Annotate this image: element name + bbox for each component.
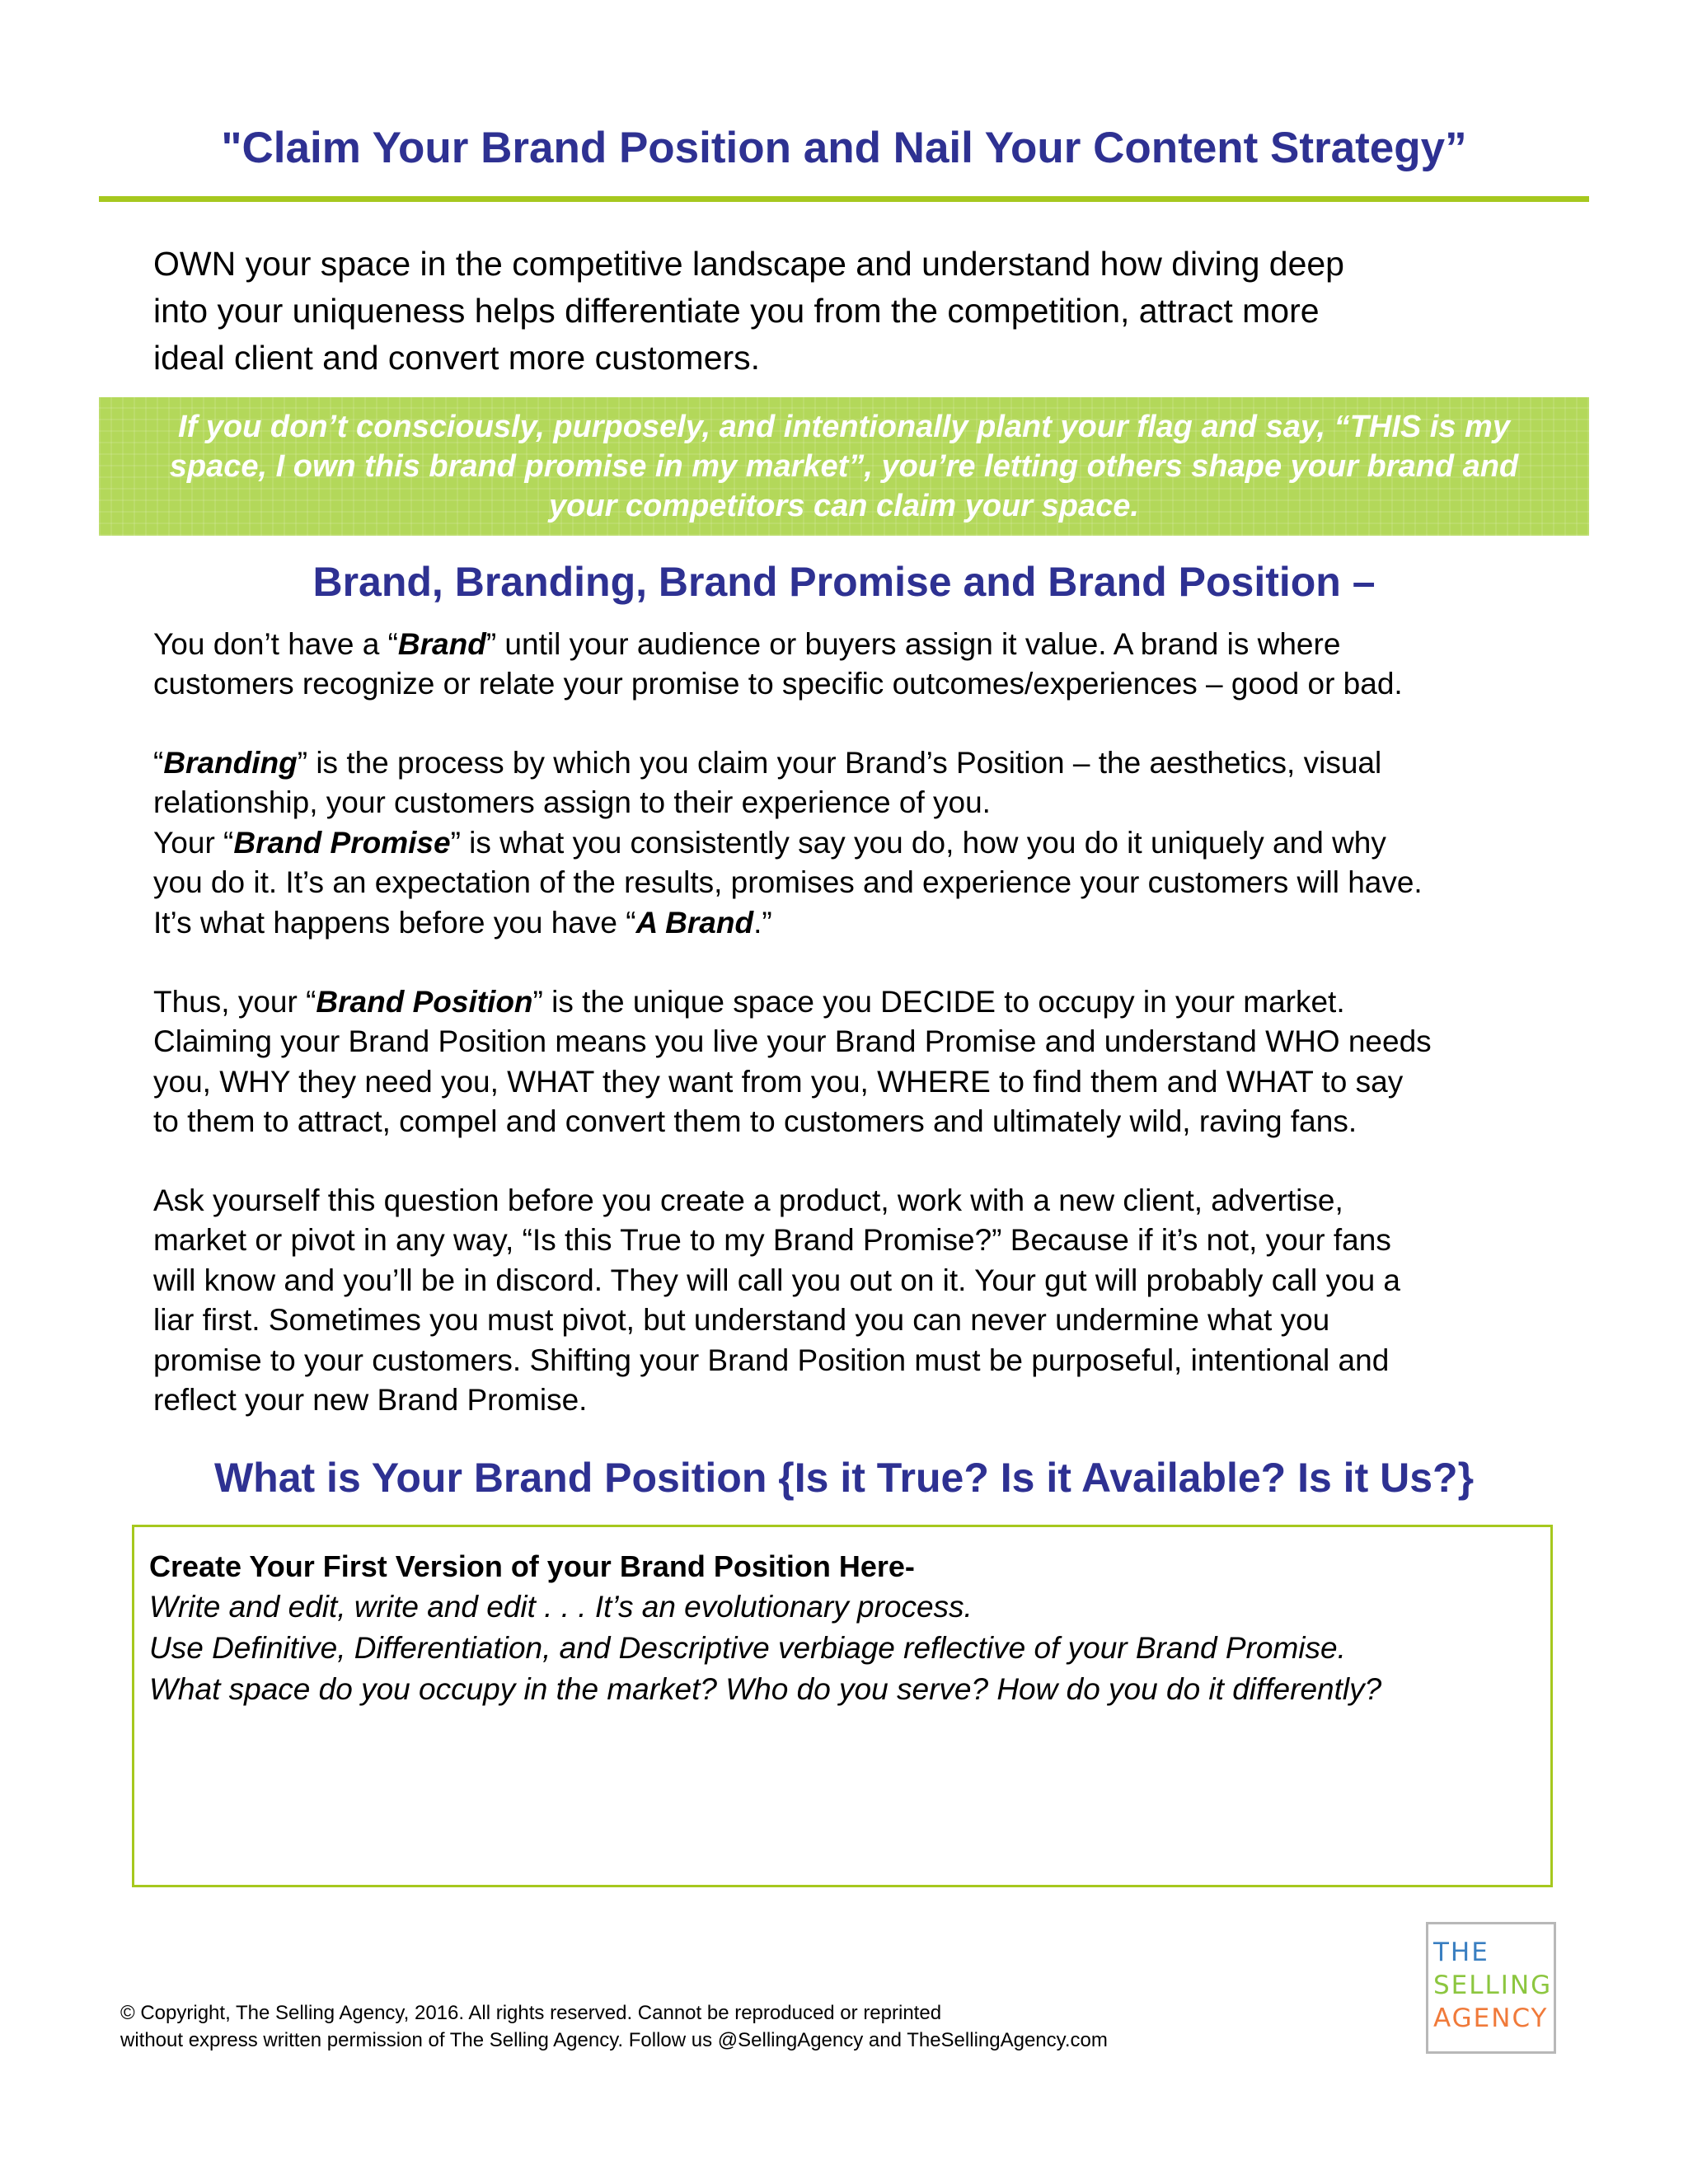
paragraph-line: Claiming your Brand Position means you live your Brand Promise and understand WHO needs xyxy=(153,1024,1432,1059)
text-run: It’s what happens before you have “ xyxy=(153,905,636,940)
ask-yourself-paragraph xyxy=(153,1181,1571,1420)
text-run: “ xyxy=(153,746,164,780)
callout-banner xyxy=(99,397,1589,536)
callout-line: space, I own this brand promise in my market”, you’re letting others shape your brand and xyxy=(169,449,1519,484)
paragraph-line: customers recognize or relate your promise to specific outcomes/experiences – good or bad. xyxy=(153,667,1403,701)
text-run: ” is the process by which you claim your Brand’s Position – the aesthetics, visual xyxy=(297,746,1382,780)
term-brand-promise: Brand Promise xyxy=(233,825,451,860)
paragraph-line xyxy=(153,743,1571,783)
text-run: ” is the unique space you DECIDE to occupy in your market. xyxy=(532,985,1345,1019)
paragraph-line: promise to your customers. Shifting your Brand Position must be purposeful, intentional and xyxy=(153,1343,1390,1377)
text-run: Your “ xyxy=(153,825,234,860)
callout-line: your competitors can claim your space. xyxy=(549,489,1139,523)
callout-quote xyxy=(99,407,1589,526)
paragraph-line: liar first. Sometimes you must pivot, but understand you can never undermine what you xyxy=(153,1303,1330,1338)
paragraph-line: reflect your new Brand Promise. xyxy=(153,1383,588,1418)
paragraph-line: you do it. It’s an expectation of the results, promises and experience your customers will have. xyxy=(153,865,1423,900)
instruction-line: Use Definitive, Differentiation, and Descriptive verbiage reflective of your Brand Promise. xyxy=(149,1631,1346,1665)
text-run: ” is what you consistently say you do, how you do it uniquely and why xyxy=(450,825,1386,860)
text-run: .” xyxy=(753,905,772,940)
section-heading-brand-position: What is Your Brand Position {Is it True? Is it Available? Is it Us?} xyxy=(213,1455,1475,1501)
intro-line: into your uniqueness helps differentiate you from the competition, attract more xyxy=(153,292,1320,330)
brand-paragraph xyxy=(153,625,1571,705)
logo-word-selling: SELLING xyxy=(1433,1971,1553,2000)
term-brand: Brand xyxy=(397,627,486,661)
selling-agency-logo xyxy=(1426,1922,1556,2054)
paragraph-line xyxy=(153,903,1571,943)
worksheet-heading: Create Your First Version of your Brand Position Here- xyxy=(149,1549,915,1583)
term-brand-position: Brand Position xyxy=(316,985,533,1019)
intro-paragraph xyxy=(153,241,1571,382)
text-run: Thus, your “ xyxy=(153,985,316,1019)
paragraph-line: you, WHY they need you, WHAT they want from you, WHERE to find them and WHAT to say xyxy=(153,1064,1404,1099)
page-title: "Claim Your Brand Position and Nail Your Content Strategy” xyxy=(221,124,1467,172)
worksheet-instructions xyxy=(149,1586,1381,1710)
intro-line: OWN your space in the competitive landscape and understand how diving deep xyxy=(153,245,1344,283)
term-branding: Branding xyxy=(163,746,298,780)
text-run: ” until your audience or buyers assign it value. A brand is where xyxy=(485,627,1341,661)
section-heading-brand: Brand, Branding, Brand Promise and Brand Position – xyxy=(312,559,1376,605)
copyright-line: without express written permission of The Selling Agency. Follow us @SellingAgency and TheSellingAgency.com xyxy=(120,2029,1108,2051)
paragraph-line: relationship, your customers assign to their experience of you. xyxy=(153,785,991,820)
logo-word-agency: AGENCY xyxy=(1433,2004,1549,2033)
brand-position-worksheet-box[interactable] xyxy=(132,1525,1553,1887)
intro-line: ideal client and convert more customers. xyxy=(153,339,761,377)
title-divider xyxy=(99,196,1589,202)
paragraph-line xyxy=(153,625,1571,664)
paragraph-line: to them to attract, compel and convert them to customers and ultimately wild, raving fans. xyxy=(153,1104,1357,1139)
term-a-brand: A Brand xyxy=(635,905,754,940)
instruction-line: What space do you occupy in the market? Who do you serve? How do you do it differently? xyxy=(149,1672,1382,1706)
instruction-line: Write and edit, write and edit . . . It’s an evolutionary process. xyxy=(149,1590,973,1624)
branding-paragraph xyxy=(153,743,1571,943)
brand-position-paragraph xyxy=(153,982,1571,1142)
copyright-line: © Copyright, The Selling Agency, 2016. All rights reserved. Cannot be reproduced or reprinted xyxy=(120,2002,942,2024)
logo-word-the: THE xyxy=(1433,1938,1489,1967)
copyright-footer xyxy=(120,1999,1108,2054)
text-run: You don’t have a “ xyxy=(153,627,398,661)
paragraph-line: Ask yourself this question before you create a product, work with a new client, advertise, xyxy=(153,1183,1343,1217)
paragraph-line xyxy=(153,982,1571,1022)
paragraph-line: will know and you’ll be in discord. They will call you out on it. Your gut will probably call you a xyxy=(153,1263,1401,1297)
paragraph-line: market or pivot in any way, “Is this True to my Brand Promise?” Because if it’s not, your fans xyxy=(153,1223,1391,1258)
callout-line: If you don’t consciously, purposely, and intentionally plant your flag and say, “THIS is my xyxy=(178,410,1510,444)
paragraph-line xyxy=(153,823,1571,863)
